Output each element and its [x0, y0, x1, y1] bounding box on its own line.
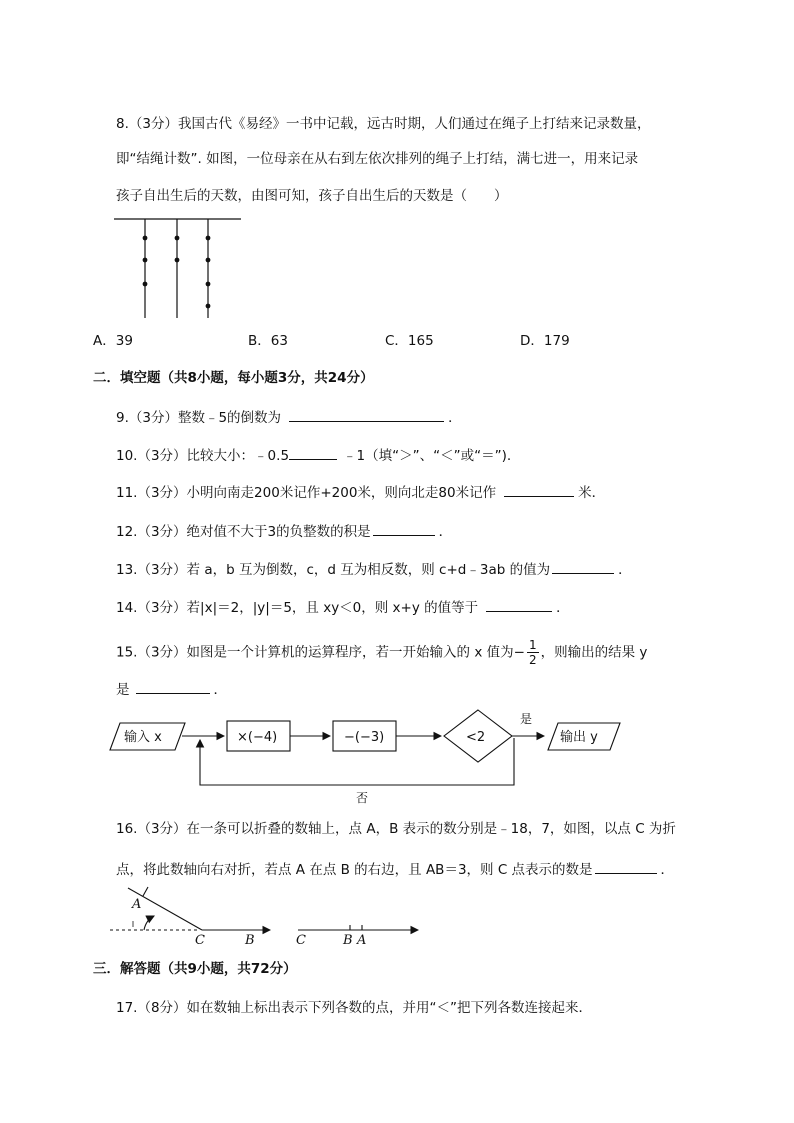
flow-step1-label: ×(−4)	[237, 730, 278, 745]
q10-rest: ﹣1（填“＞”、“＜”或“＝”).	[343, 448, 512, 464]
flow-step2-label: −(−3)	[344, 730, 385, 745]
q15-frac-den: 2	[528, 653, 537, 667]
q9-end: ．	[448, 410, 462, 426]
q11-end: 米．	[578, 485, 606, 501]
q15-frac-sign: −	[513, 644, 525, 661]
q16-fold-figure	[110, 884, 430, 946]
q13	[116, 559, 632, 579]
q8-line3: 孩子自出生后的天数，由图可知，孩子自出生后的天数是（ ）	[116, 188, 508, 204]
q15-fraction	[527, 638, 539, 667]
q17: 17.（8分）如在数轴上标出表示下列各数的点，并用“＜”把下列各数连接起来．	[116, 1000, 593, 1016]
flow-input-label: 输入 x	[124, 730, 162, 745]
q15-flowchart	[110, 708, 630, 808]
q15-text: 15.（3分）如图是一个计算机的运算程序，若一开始输入的 x 值为	[116, 644, 514, 661]
q12	[116, 521, 452, 541]
flow-no-label: 否	[356, 791, 369, 805]
q16-text: 点，将此数轴向右对折，若点 A 在点 B 的右边，且 AB＝3，则 C 点表示的数是	[116, 862, 593, 878]
q15-line1	[116, 638, 647, 667]
fig-label-a: A	[132, 897, 142, 912]
q11-text: 11.（3分）小明向南走200米记作+200米，则向北走80米记作	[116, 485, 497, 501]
section2-title: 二．填空题（共8小题，每小题3分，共24分）	[93, 370, 374, 386]
q10-blank[interactable]	[289, 445, 337, 460]
q9	[116, 407, 462, 427]
fig-label-c2: C	[296, 933, 306, 948]
section3-title: 三．解答题（共9小题，共72分）	[93, 961, 297, 977]
q14-end: ．	[556, 600, 570, 616]
knot-rope-figure	[114, 216, 244, 321]
q16-line2	[116, 859, 674, 879]
q14-blank[interactable]	[486, 597, 552, 612]
q8-line1: 8.（3分）我国古代《易经》一书中记载，远古时期，人们通过在绳子上打结来记录数量，	[116, 116, 651, 132]
q16-line1: 16.（3分）在一条可以折叠的数轴上，点 A，B 表示的数分别是﹣18，7，如图，以点 C 为折	[116, 821, 676, 837]
q14	[116, 597, 570, 617]
q9-text: 9.（3分）整数﹣5的倒数为	[116, 410, 282, 426]
q15-end: ．	[213, 682, 227, 698]
q16-blank[interactable]	[595, 859, 657, 874]
q12-blank[interactable]	[373, 521, 435, 536]
q13-blank[interactable]	[552, 559, 614, 574]
q9-blank[interactable]	[289, 407, 444, 422]
q8-option-b: B．63	[248, 333, 288, 349]
q10-text: 10.（3分）比较大小：﹣0.5	[116, 448, 290, 464]
flow-cond-label: <2	[466, 730, 486, 745]
flow-yes-label: 是	[520, 712, 533, 726]
flow-output-label: 输出 y	[560, 730, 598, 745]
q15-text2: 是	[116, 682, 130, 698]
q8-option-d: D．179	[520, 333, 570, 349]
q8-line2: 即“结绳计数”. 如图，一位母亲在从右到左依次排列的绳子上打结，满七进一，用来记录	[116, 151, 639, 167]
q10	[116, 445, 511, 465]
q12-end: ．	[438, 524, 453, 540]
q11-blank[interactable]	[504, 482, 574, 497]
q12-text: 12.（3分）绝对值不大于3的负整数的积是	[116, 524, 371, 540]
q15-line2	[116, 679, 227, 699]
q8-option-a: A．39	[93, 333, 133, 349]
q15-text-end: ，则输出的结果 y	[540, 644, 648, 661]
q11	[116, 482, 605, 502]
q13-text: 13.（3分）若 a，b 互为倒数，c，d 互为相反数，则 c+d﹣3ab 的值为	[116, 562, 551, 578]
fig-label-c: C	[195, 933, 205, 948]
fig-label-b: B	[245, 933, 255, 948]
q8-option-c: C．165	[385, 333, 434, 349]
q14-text: 14.（3分）若|x|＝2，|y|＝5，且 xy＜0，则 x+y 的值等于	[116, 600, 479, 616]
fig-label-a2: A	[357, 933, 367, 948]
fig-label-b2: B	[343, 933, 353, 948]
q13-end: ．	[618, 562, 632, 578]
q16-end: ．	[660, 862, 675, 878]
q15-blank[interactable]	[136, 679, 210, 694]
q15-frac-num: 1	[528, 638, 537, 652]
